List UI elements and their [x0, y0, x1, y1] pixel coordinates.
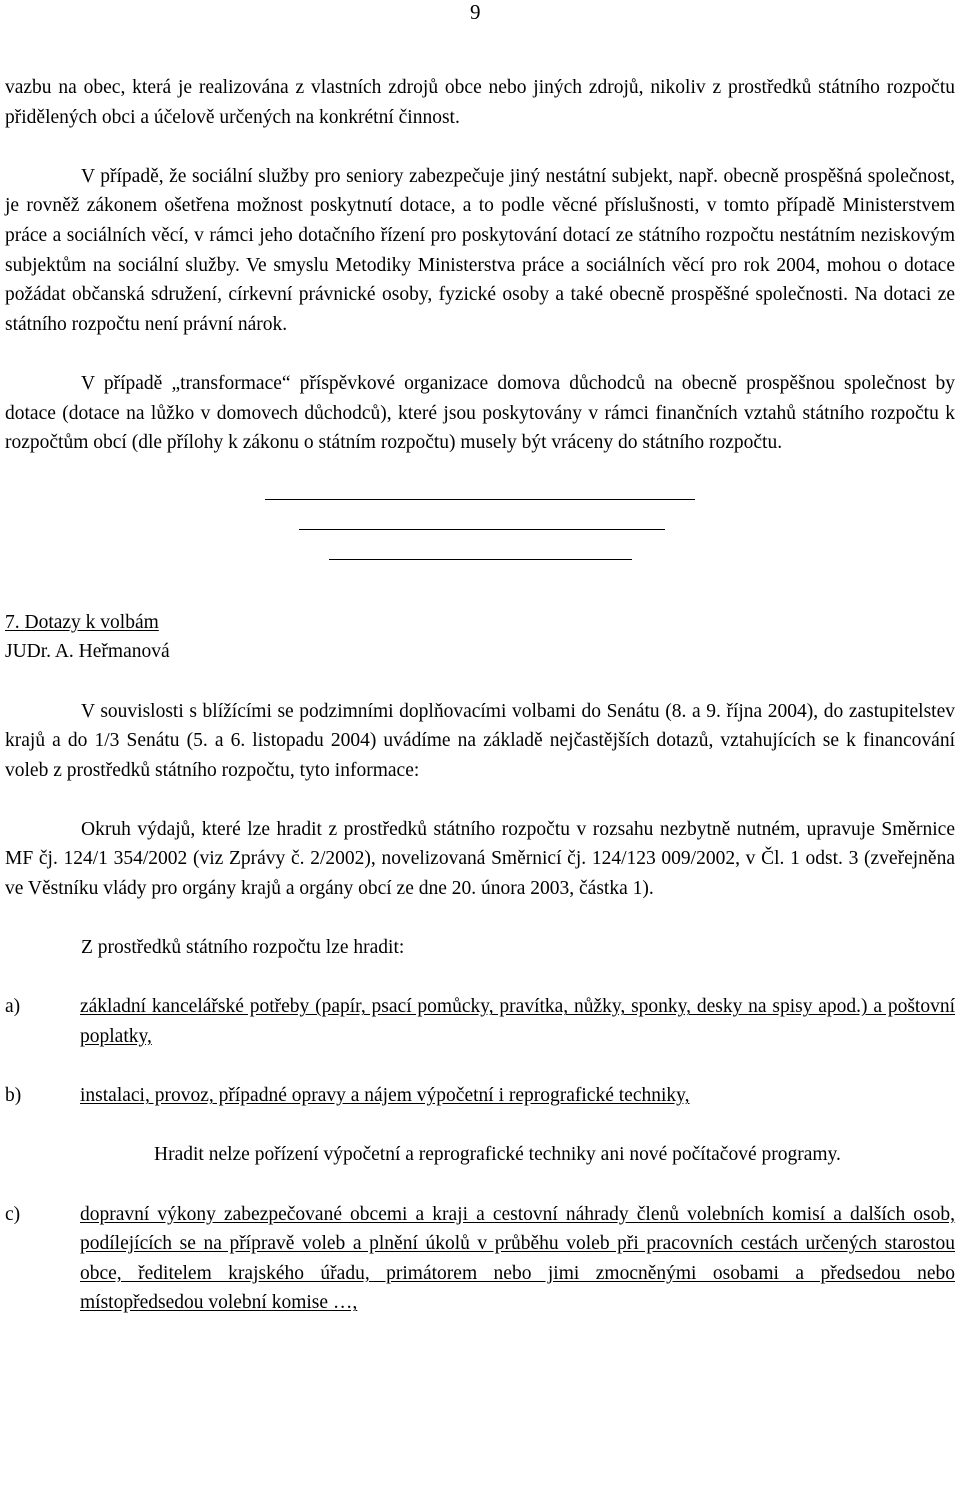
section-title: 7. Dotazy k volbám — [5, 611, 159, 633]
section-author: JUDr. A. Heřmanová — [5, 641, 170, 663]
list-item-label: c) — [5, 1203, 21, 1225]
list-item-note: Hradit nelze pořízení výpočetní a reprografické techniky ani nové počítačové programy. — [154, 1144, 841, 1166]
list-item — [5, 992, 955, 1051]
list-item-text: dopravní výkony zabezpečované obcemi a kraji a cestovní náhrady členů volebních komisí a dalších osob, podílejících se na přípravě voleb a plnění úkolů v průběhu voleb při pracovních cestách určených starostou obce, ředitelem krajského úřadu, primátorem nebo jimi zmocněnými osobami a předsedou nebo místopředsedou volební komise …, — [80, 1203, 955, 1314]
paragraph: vazbu na obec, která je realizována z vlastních zdrojů obce nebo jiných zdrojů, nikoliv z prostředků státního rozpočtu přidělených obci a účelově určených na konkrétní činnost. — [5, 77, 955, 128]
list-item — [5, 1081, 955, 1111]
document-body — [5, 73, 955, 1318]
list-item-label: a) — [5, 996, 21, 1018]
separator-lines — [5, 458, 955, 578]
paragraph: V případě „transformace“ příspěvkové organizace domova důchodců na obecně prospěšnou společnost by dotace (dotace na lůžko v domovech důchodců), které jsou poskytovány v rámci finančních vztahů státního rozpočtu k rozpočtům obcí (dle přílohy k zákonu o státním rozpočtu) musely být vráceny do státního rozpočtu. — [5, 372, 955, 454]
paragraph: V případě, že sociální služby pro seniory zabezpečuje jiný nestátní subjekt, např. obecně prospěšná společnost, je rovněž zákonem ošetřena možnost poskytnutí dotace, a to podle věcné příslušnosti, v tomto případě Ministerstvem práce a sociálních věcí, v rámci jeho dotačního řízení pro poskytování dotací ze státního rozpočtu nestátním neziskovým subjektům na sociální služby. Ve smyslu Metodiky Ministerstva práce a sociálních věcí pro rok 2004, mohou o dotace požádat občanská sdružení, církevní právnické osoby, fyzické osoby a také obecně prospěšné společnosti. Na dotaci ze státního rozpočtu není právní nárok. — [5, 165, 955, 335]
list-item-text: instalaci, provoz, případné opravy a nájem výpočetní i reprografické techniky, — [80, 1085, 690, 1107]
paragraph: V souvislosti s blížícími se podzimními doplňovacími volbami do Senátu (8. a 9. října 2004), do zastupitelstev krajů a do 1/3 Senátu (5. a 6. listopadu 2004) uvádíme na základě nejčastějších dotazů, vztahujících se k financování voleb z prostředků státního rozpočtu, tyto informace: — [5, 700, 955, 781]
list-item-text: základní kancelářské potřeby (papír, psací pomůcky, pravítka, nůžky, sponky, desky na spisy apod.) a poštovní poplatky, — [80, 996, 955, 1048]
list-item-label: b) — [5, 1085, 22, 1107]
page-number: 9 — [470, 0, 481, 24]
list-item — [5, 1200, 955, 1318]
list-intro: Z prostředků státního rozpočtu lze hradit: — [81, 937, 405, 959]
paragraph: Okruh výdajů, které lze hradit z prostředků státního rozpočtu v rozsahu nezbytně nutném, upravuje Směrnice MF čj. 124/1 354/2002 (viz Zprávy č. 2/2002), novelizovaná Směrnicí čj. 124/123 009/2002, v Čl. 1 odst. 3 (zveřejněna ve Věstníku vlády pro orgány krajů a orgány obcí ze dne 20. února 2003, částka 1). — [5, 818, 955, 900]
